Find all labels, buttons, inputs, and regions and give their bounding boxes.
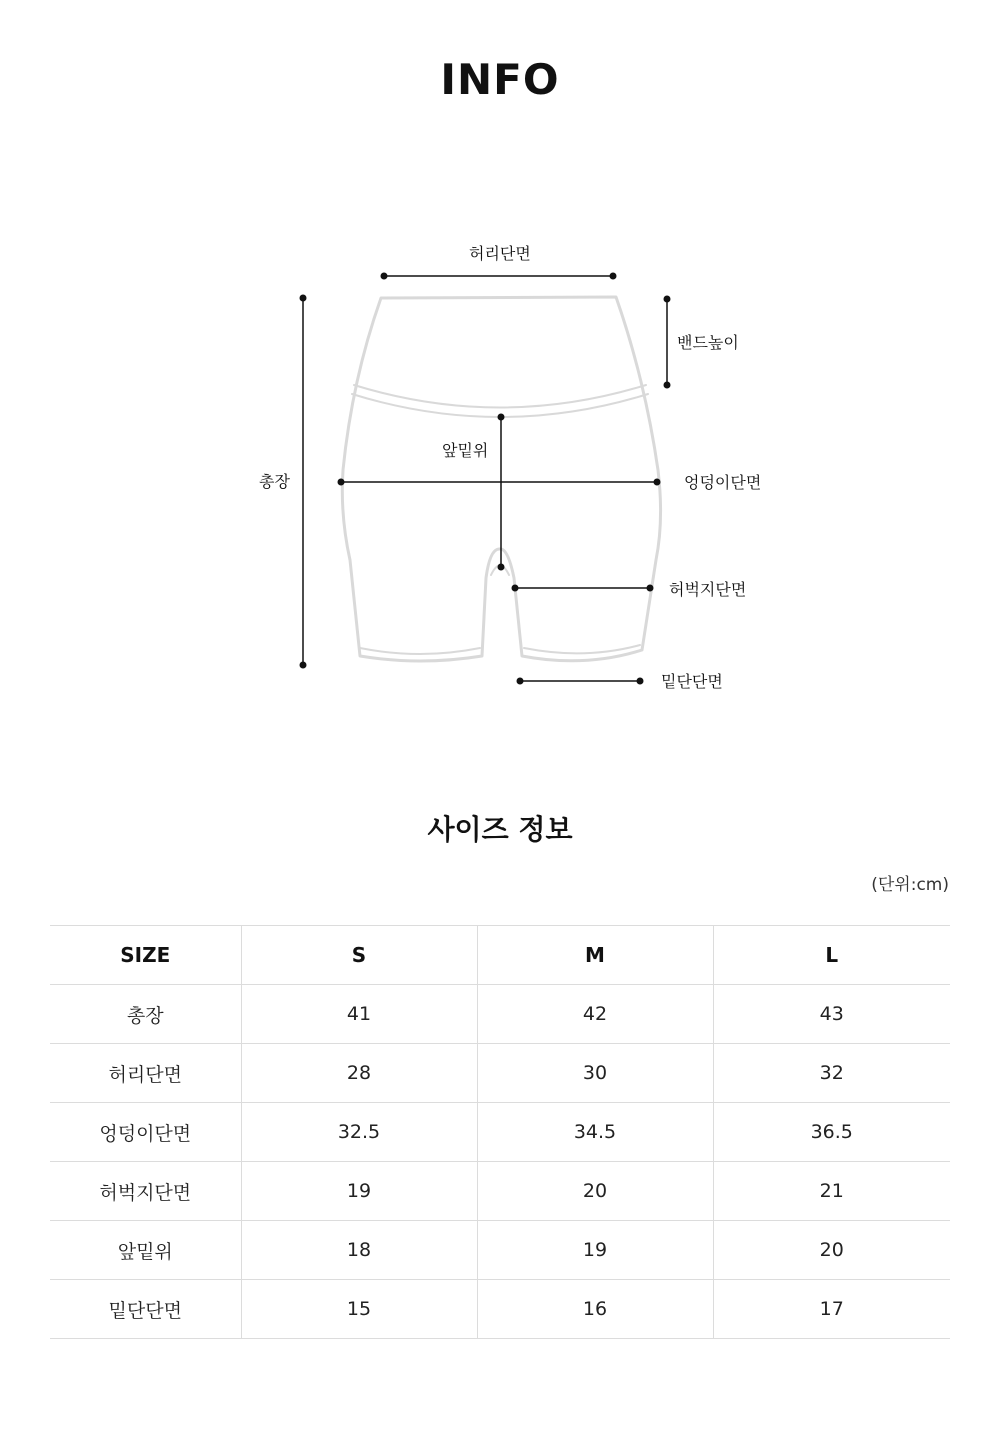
size-info-title: 사이즈 정보 [427,813,573,846]
size-table [50,925,950,1339]
row-label: 허벅지단면 [50,1162,241,1221]
table-row [50,1280,950,1339]
table-row [50,1103,950,1162]
label-thigh: 허벅지단면 [669,580,747,599]
row-label: 밑단단면 [50,1280,241,1339]
table-cell: 41 [241,985,477,1044]
table-cell: 16 [477,1280,713,1339]
label-waist: 허리단면 [469,244,531,263]
table-row [50,1044,950,1103]
table-cell: 30 [477,1044,713,1103]
table-cell: 15 [241,1280,477,1339]
table-cell: 43 [713,985,950,1044]
table-row [50,1162,950,1221]
row-label: 앞밑위 [50,1221,241,1280]
table-cell: 32.5 [241,1103,477,1162]
header-m: M [477,926,713,985]
row-label: 엉덩이단면 [50,1103,241,1162]
table-cell: 32 [713,1044,950,1103]
table-cell: 34.5 [477,1103,713,1162]
table-cell: 20 [713,1221,950,1280]
table-cell: 20 [477,1162,713,1221]
label-front-rise: 앞밑위 [442,441,489,460]
row-label: 총장 [50,985,241,1044]
label-total-length: 총장 [259,472,290,491]
page-title: INFO [440,55,560,104]
table-cell: 42 [477,985,713,1044]
table-cell: 17 [713,1280,950,1339]
label-hip: 엉덩이단면 [684,473,762,492]
table-cell: 18 [241,1221,477,1280]
header-l: L [713,926,950,985]
table-cell: 28 [241,1044,477,1103]
table-cell: 19 [477,1221,713,1280]
table-cell: 19 [241,1162,477,1221]
table-row [50,985,950,1044]
header-s: S [241,926,477,985]
row-label: 허리단면 [50,1044,241,1103]
table-cell: 21 [713,1162,950,1221]
header-size: SIZE [50,926,241,985]
table-cell: 36.5 [713,1103,950,1162]
unit-note: (단위:cm) [871,875,949,895]
table-header-row [50,926,950,985]
label-hem: 밑단단면 [661,672,723,691]
label-band-height: 밴드높이 [677,333,739,352]
table-row [50,1221,950,1280]
